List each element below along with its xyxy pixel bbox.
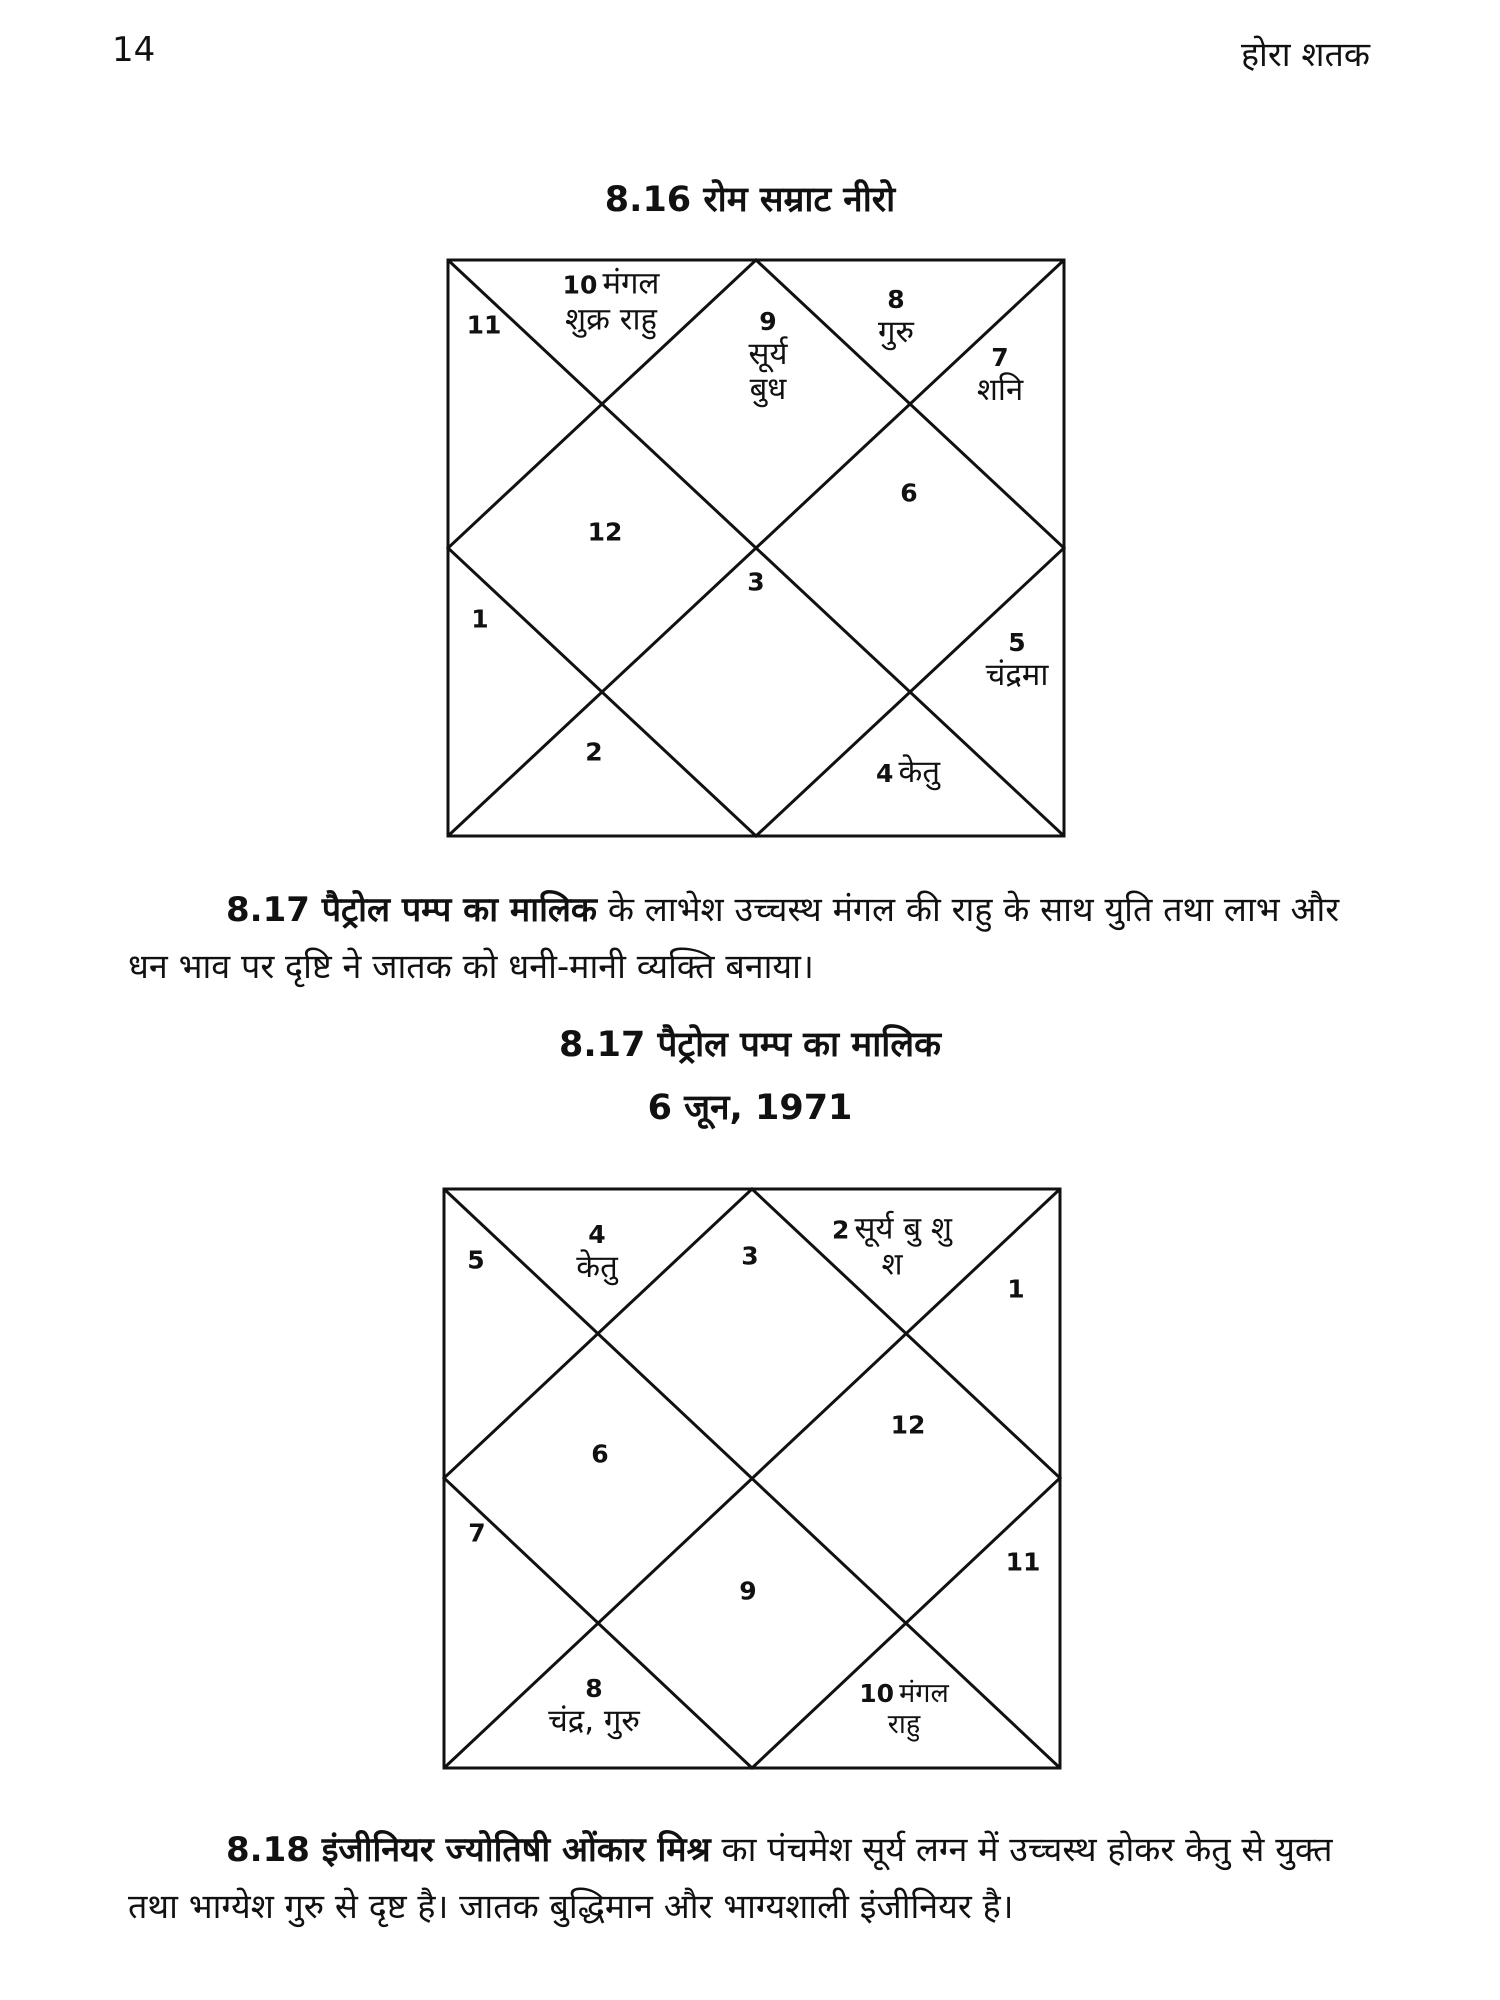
chart-frame-petrol-pump-owner xyxy=(442,1187,1062,1770)
paragraph-817-subject: 8.17 पैट्रोल पम्प का मालिक xyxy=(226,890,598,930)
house-number: 12 xyxy=(587,517,623,547)
house-number: 5 xyxy=(1008,627,1026,657)
house-cell xyxy=(1007,1276,1024,1305)
house-number: 10 xyxy=(562,270,598,300)
house-cell xyxy=(749,308,788,408)
house-number: 7 xyxy=(468,1518,486,1548)
house-planets: सूर्य बुध xyxy=(748,335,788,408)
running-head: होरा शतक xyxy=(1241,35,1370,75)
paragraph-817-text: के लाभेश उच्चस्थ मंगल की राहु के साथ युति तथा लाभ और धन भाव पर दृष्टि ने जातक को धनी-मानी व्यक्ति बनाया। xyxy=(128,890,1340,987)
house-cell xyxy=(591,1441,608,1470)
house-number: 4 xyxy=(876,759,894,789)
house-number: 1 xyxy=(1007,1274,1025,1304)
house-planets: मंगल राहु xyxy=(887,1677,949,1740)
house-number: 9 xyxy=(759,306,777,336)
chart-title-816: 8.16 रोम सम्राट नीरो xyxy=(604,180,896,220)
house-cell xyxy=(548,1675,640,1739)
house-number: 8 xyxy=(887,284,905,314)
page-number: 14 xyxy=(112,30,156,70)
house-number: 8 xyxy=(585,1673,603,1703)
house-planets: शनि xyxy=(976,371,1024,408)
house-cell xyxy=(747,569,764,598)
house-cell xyxy=(859,1678,949,1740)
chart-title-817: 8.17 पैट्रोल पम्प का मालिक xyxy=(559,1025,941,1065)
house-cell xyxy=(585,739,602,768)
house-number: 5 xyxy=(467,1245,485,1275)
house-number: 7 xyxy=(991,342,1009,372)
house-cell xyxy=(900,480,917,509)
house-number: 3 xyxy=(747,567,765,597)
horoscope-chart-petrol-pump-owner xyxy=(442,1187,1062,1770)
house-planets: केतु xyxy=(576,1248,618,1285)
house-number: 4 xyxy=(588,1219,606,1249)
house-number: 11 xyxy=(466,310,502,340)
house-planets: केतु xyxy=(898,754,940,791)
house-number: 6 xyxy=(591,1439,609,1469)
house-cell xyxy=(576,1221,617,1285)
house-cell xyxy=(468,1520,485,1549)
house-cell xyxy=(891,1412,926,1441)
house-cell xyxy=(563,266,660,337)
house-cell xyxy=(471,606,488,635)
house-cell xyxy=(467,1247,484,1276)
house-number: 11 xyxy=(1005,1547,1041,1577)
house-number: 10 xyxy=(859,1678,895,1708)
house-number: 2 xyxy=(585,737,603,767)
house-planets: मंगल शुक्र राहु xyxy=(565,265,660,337)
house-cell xyxy=(1006,1549,1041,1578)
house-cell xyxy=(986,629,1049,693)
paragraph-818-subject: 8.18 इंजीनियर ज्योतिषी ओंकार मिश्र xyxy=(226,1830,711,1870)
house-cell xyxy=(588,519,623,548)
house-number: 2 xyxy=(832,1215,850,1245)
house-cell xyxy=(878,286,914,350)
house-planets: गुरु xyxy=(878,313,914,350)
house-cell xyxy=(876,755,940,791)
paragraph-817 xyxy=(128,882,1372,996)
house-cell xyxy=(977,344,1023,408)
house-number: 3 xyxy=(741,1241,759,1271)
paragraph-818 xyxy=(128,1822,1372,1936)
paragraph-818-text: का पंचमेश सूर्य लग्न में उच्चस्थ होकर केतु से युक्त तथा भाग्येश गुरु से दृष्ट है। जातक बुद्धिमान और भाग्यशाली इंजीनियर है। xyxy=(128,1830,1333,1927)
house-number: 9 xyxy=(739,1576,757,1606)
house-cell xyxy=(739,1578,756,1607)
house-number: 6 xyxy=(900,478,918,508)
house-planets: चंद्रमा xyxy=(985,656,1049,693)
house-number: 1 xyxy=(471,604,489,634)
house-number: 12 xyxy=(890,1410,926,1440)
chart-date-817: 6 जून, 1971 xyxy=(647,1088,853,1128)
house-cell xyxy=(741,1243,758,1272)
house-cell xyxy=(467,312,502,341)
horoscope-chart-nero xyxy=(446,258,1066,838)
house-planets: चंद्र, गुरु xyxy=(548,1702,640,1739)
house-cell xyxy=(832,1211,952,1282)
house-planets: सूर्य बु शु श xyxy=(854,1210,952,1282)
